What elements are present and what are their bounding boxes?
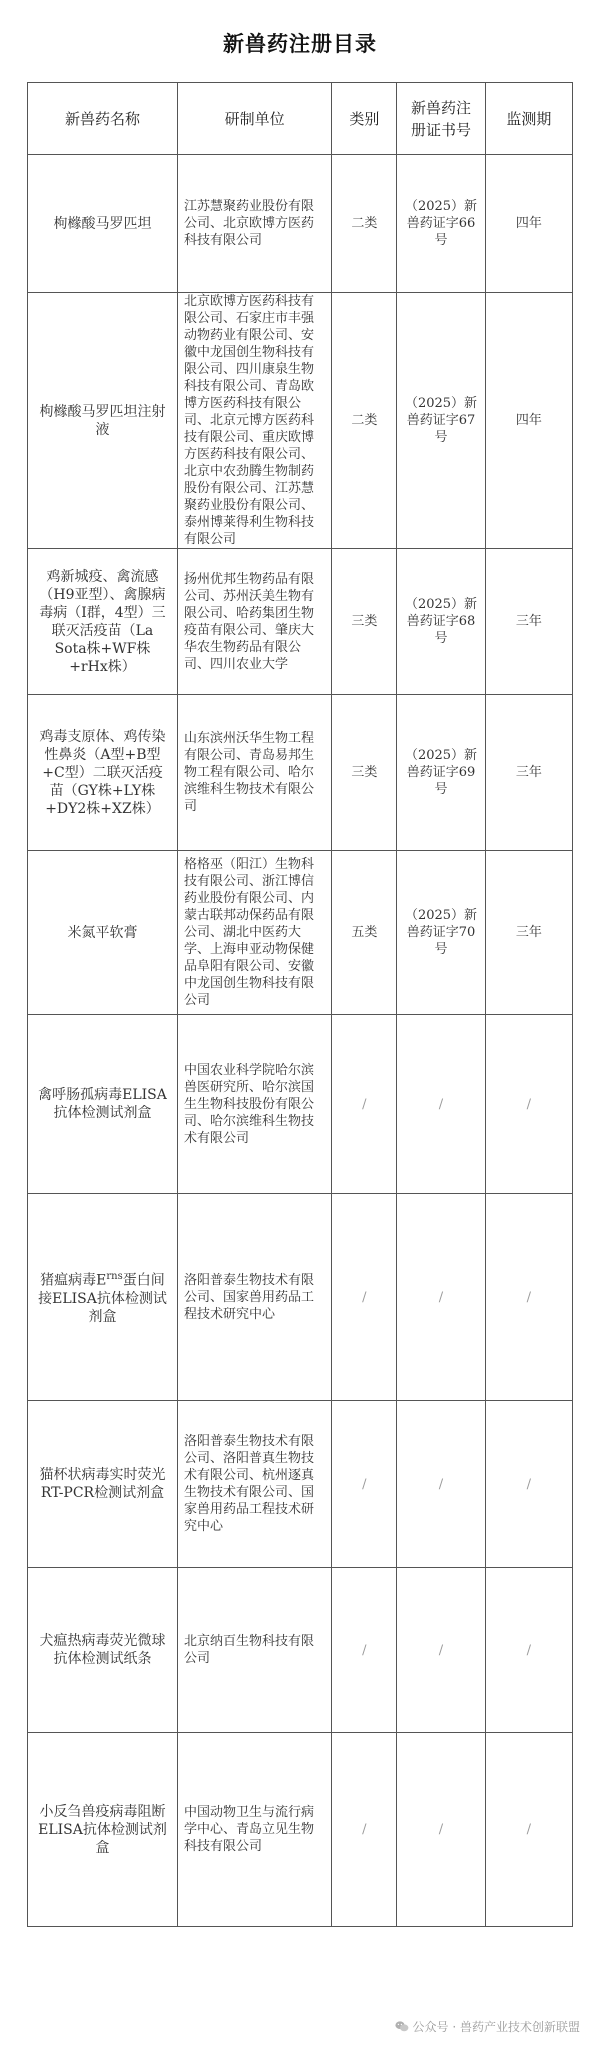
table-row bbox=[28, 1015, 573, 1194]
table-row bbox=[28, 695, 573, 851]
developer: 洛阳普泰生物技术有限公司、洛阳普真生物技术有限公司、杭州逐真生物技术有限公司、国家兽用药品工程技术研究中心 bbox=[177, 1401, 331, 1568]
developer: 江苏慧聚药业股份有限公司、北京欧博方医药科技有限公司 bbox=[177, 155, 331, 293]
developer: 北京欧博方医药科技有限公司、石家庄市丰强动物药业有限公司、安徽中龙国创生物科技有限公司、四川康泉生物科技有限公司、青岛欧博方医药科技有限公司、北京元博方医药科技有限公司、重庆欧博方医药科技有限公司、北京中农劲腾生物制药股份有限公司、江苏慧聚药业股份有限公司、泰州博莱得利生物科技有限公司 bbox=[177, 293, 331, 549]
monitoring-period: / bbox=[485, 1568, 572, 1733]
drug-name: 鸡新城疫、禽流感（H9亚型）、禽腺病毒病（I群，4型）三联灭活疫苗（La Sota株+WF株+rHx株） bbox=[28, 549, 178, 695]
drug-name-prefix: 猪瘟病毒E bbox=[40, 1272, 107, 1289]
developer: 中国动物卫生与流行病学中心、青岛立见生物科技有限公司 bbox=[177, 1733, 331, 1927]
wechat-icon bbox=[395, 2021, 409, 2032]
table-row bbox=[28, 1401, 573, 1568]
header-name: 新兽药名称 bbox=[28, 83, 178, 155]
drug-name: 禽呼肠孤病毒ELISA抗体检测试剂盒 bbox=[28, 1015, 178, 1194]
table-row bbox=[28, 1568, 573, 1733]
table-row bbox=[28, 549, 573, 695]
table-row bbox=[28, 155, 573, 293]
header-category: 类别 bbox=[332, 83, 397, 155]
developer: 北京纳百生物科技有限公司 bbox=[177, 1568, 331, 1733]
cert-number: / bbox=[397, 1568, 485, 1733]
monitoring-period: 三年 bbox=[485, 549, 572, 695]
category: 二类 bbox=[332, 155, 397, 293]
cert-number: （2025）新兽药证字69号 bbox=[397, 695, 485, 851]
registration-table bbox=[27, 82, 573, 1927]
monitoring-period: / bbox=[485, 1015, 572, 1194]
monitoring-period: 四年 bbox=[485, 155, 572, 293]
category: / bbox=[332, 1733, 397, 1927]
cert-number: / bbox=[397, 1194, 485, 1401]
drug-name: 枸橼酸马罗匹坦 bbox=[28, 155, 178, 293]
drug-name-suffix: 蛋白间接ELISA抗体检测试剂盒 bbox=[38, 1272, 167, 1325]
cert-number: （2025）新兽药证字66号 bbox=[397, 155, 485, 293]
monitoring-period: / bbox=[485, 1401, 572, 1568]
developer: 扬州优邦生物药品有限公司、苏州沃美生物有限公司、哈药集团生物疫苗有限公司、肇庆大华农生物药品有限公司、四川农业大学 bbox=[177, 549, 331, 695]
monitoring-period: 四年 bbox=[485, 293, 572, 549]
monitoring-period: / bbox=[485, 1733, 572, 1927]
category: / bbox=[332, 1568, 397, 1733]
developer: 格格巫（阳江）生物科技有限公司、浙江博信药业股份有限公司、内蒙古联邦动保药品有限公司、湖北中医药大学、上海申亚动物保健品阜阳有限公司、安徽中龙国创生物科技有限公司 bbox=[177, 851, 331, 1015]
developer: 山东滨州沃华生物工程有限公司、青岛易邦生物工程有限公司、哈尔滨维科生物技术有限公司 bbox=[177, 695, 331, 851]
table-row bbox=[28, 1194, 573, 1401]
cert-number: （2025）新兽药证字67号 bbox=[397, 293, 485, 549]
category: / bbox=[332, 1194, 397, 1401]
page-title: 新兽药注册目录 bbox=[223, 31, 377, 56]
table-row bbox=[28, 293, 573, 549]
watermark bbox=[395, 2018, 580, 2035]
cert-number: / bbox=[397, 1733, 485, 1927]
monitoring-period: 三年 bbox=[485, 851, 572, 1015]
table-row bbox=[28, 1733, 573, 1927]
category: 三类 bbox=[332, 695, 397, 851]
category: 三类 bbox=[332, 549, 397, 695]
developer: 中国农业科学院哈尔滨兽医研究所、哈尔滨国生生物科技股份有限公司、哈尔滨维科生物技术有限公司 bbox=[177, 1015, 331, 1194]
drug-name: 小反刍兽疫病毒阻断ELISA抗体检测试剂盒 bbox=[28, 1733, 178, 1927]
cert-number: （2025）新兽药证字68号 bbox=[397, 549, 485, 695]
table-row bbox=[28, 851, 573, 1015]
header-period: 监测期 bbox=[485, 83, 572, 155]
drug-name: 枸橼酸马罗匹坦注射液 bbox=[28, 293, 178, 549]
drug-name: 犬瘟热病毒荧光微球抗体检测试纸条 bbox=[28, 1568, 178, 1733]
drug-name: 米氮平软膏 bbox=[28, 851, 178, 1015]
watermark-text: 公众号 · 兽药产业技术创新联盟 bbox=[412, 2020, 580, 2034]
drug-name bbox=[28, 1194, 178, 1401]
category: / bbox=[332, 1401, 397, 1568]
category: / bbox=[332, 1015, 397, 1194]
header-cert: 新兽药注册证书号 bbox=[397, 83, 485, 155]
header-row bbox=[28, 83, 573, 155]
monitoring-period: 三年 bbox=[485, 695, 572, 851]
drug-name: 猫杯状病毒实时荧光RT-PCR检测试剂盒 bbox=[28, 1401, 178, 1568]
category: 二类 bbox=[332, 293, 397, 549]
drug-name: 鸡毒支原体、鸡传染性鼻炎（A型+B型+C型）二联灭活疫苗（GY株+LY株+DY2株+XZ株） bbox=[28, 695, 178, 851]
cert-number: / bbox=[397, 1401, 485, 1568]
drug-name-superscript: rns bbox=[106, 1271, 123, 1283]
monitoring-period: / bbox=[485, 1194, 572, 1401]
developer: 洛阳普泰生物技术有限公司、国家兽用药品工程技术研究中心 bbox=[177, 1194, 331, 1401]
category: 五类 bbox=[332, 851, 397, 1015]
header-unit: 研制单位 bbox=[177, 83, 331, 155]
cert-number: （2025）新兽药证字70号 bbox=[397, 851, 485, 1015]
cert-number: / bbox=[397, 1015, 485, 1194]
